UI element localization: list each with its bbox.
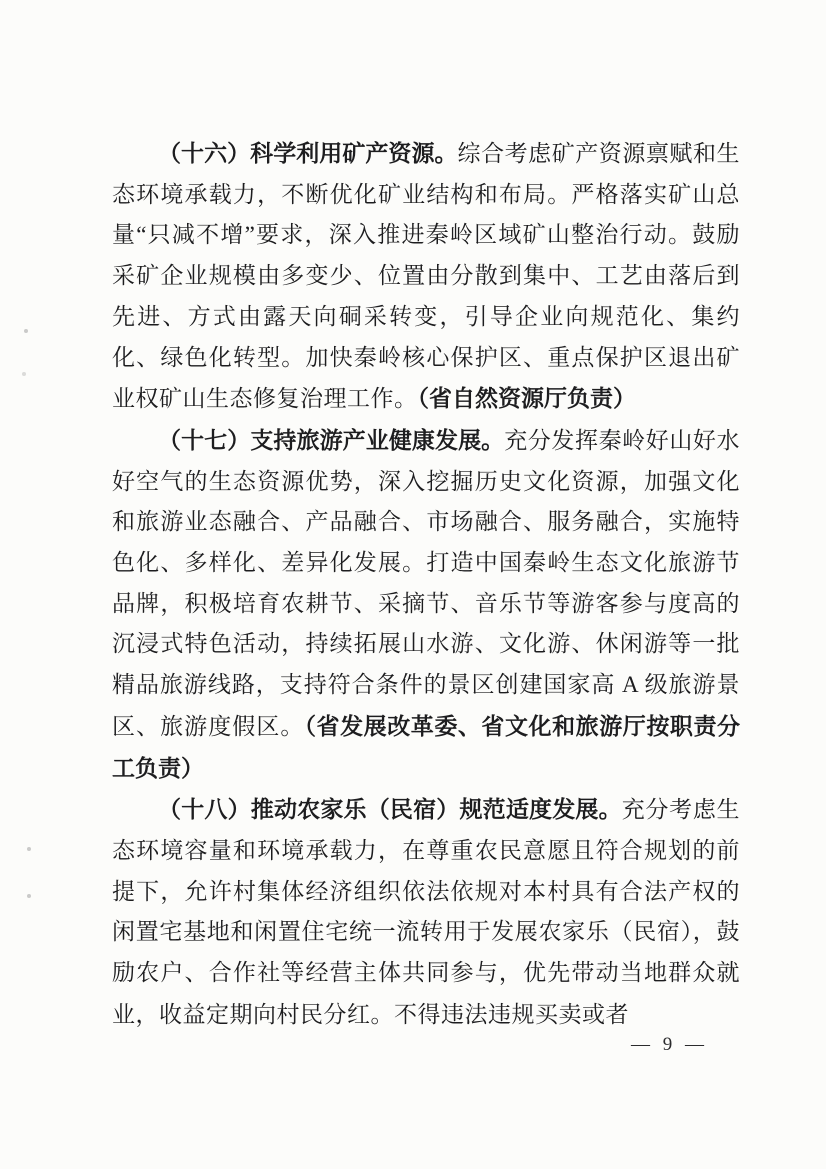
paragraph-17-responsibility: （省发展改革委、省文化和旅游厅按职责分工负责）: [112, 712, 741, 781]
paragraph-18: [112, 789, 740, 1035]
paragraph-18-body: 充分考虑生态环境容量和环境承载力，在尊重农民意愿且符合规划的前提下，允许村集体经济组织依法依规对本村具有合法产权的闲置宅基地和闲置住宅统一流转用于发展农家乐（民宿），鼓励农户、合作社等经营主体共同参与，优先带动当地群众就业，收益定期向村民分红。不得违法违规买卖或者: [112, 797, 740, 1027]
paragraph-18-heading: （十八）推动农家乐（民宿）规范适度发展。: [158, 796, 622, 823]
paragraph-16-body: 综合考虑矿产资源禀赋和生态环境承载力，不断优化矿业结构和布局。严格落实矿山总量“只减不增”要求，深入推进秦岭区域矿山整治行动。鼓励采矿企业规模由多变少、位置由分散到集中、工艺由落后到先进、方式由露天向硐采转变，引导企业向规范化、集约化、绿色化转型。加快秦岭核心保护区、重点保护区退出矿业权矿山生态修复治理工作。: [112, 141, 741, 412]
scan-speck: [22, 372, 26, 376]
paragraph-16-heading: （十六）科学利用矿产资源。: [158, 140, 458, 166]
scan-speck: [27, 847, 31, 851]
paragraph-16: [112, 133, 740, 420]
document-body: [112, 133, 740, 1035]
paragraph-16-responsibility: （省自然资源厅负责）: [417, 385, 636, 412]
scan-speck: [27, 894, 31, 898]
page-number: — 9 —: [631, 1034, 708, 1055]
paragraph-17-body: 充分发挥秦岭好山好水好空气的生态资源优势，深入挖掘历史文化资源，加强文化和旅游业态融合、产品融合、市场融合、服务融合，实施特色化、多样化、差异化发展。打造中国秦岭生态文化旅游节品牌，积极培育农耕节、采摘节、音乐节等游客参与度高的沉浸式特色活动，持续拓展山水游、文化游、休闲游等一批精品旅游线路，支持符合条件的景区创建国家高 A 级旅游景区、旅游度假区。: [112, 427, 741, 739]
scan-speck: [24, 329, 28, 333]
paragraph-17: [112, 420, 740, 789]
paragraph-17-heading: （十七）支持旅游产业健康发展。: [158, 426, 505, 453]
